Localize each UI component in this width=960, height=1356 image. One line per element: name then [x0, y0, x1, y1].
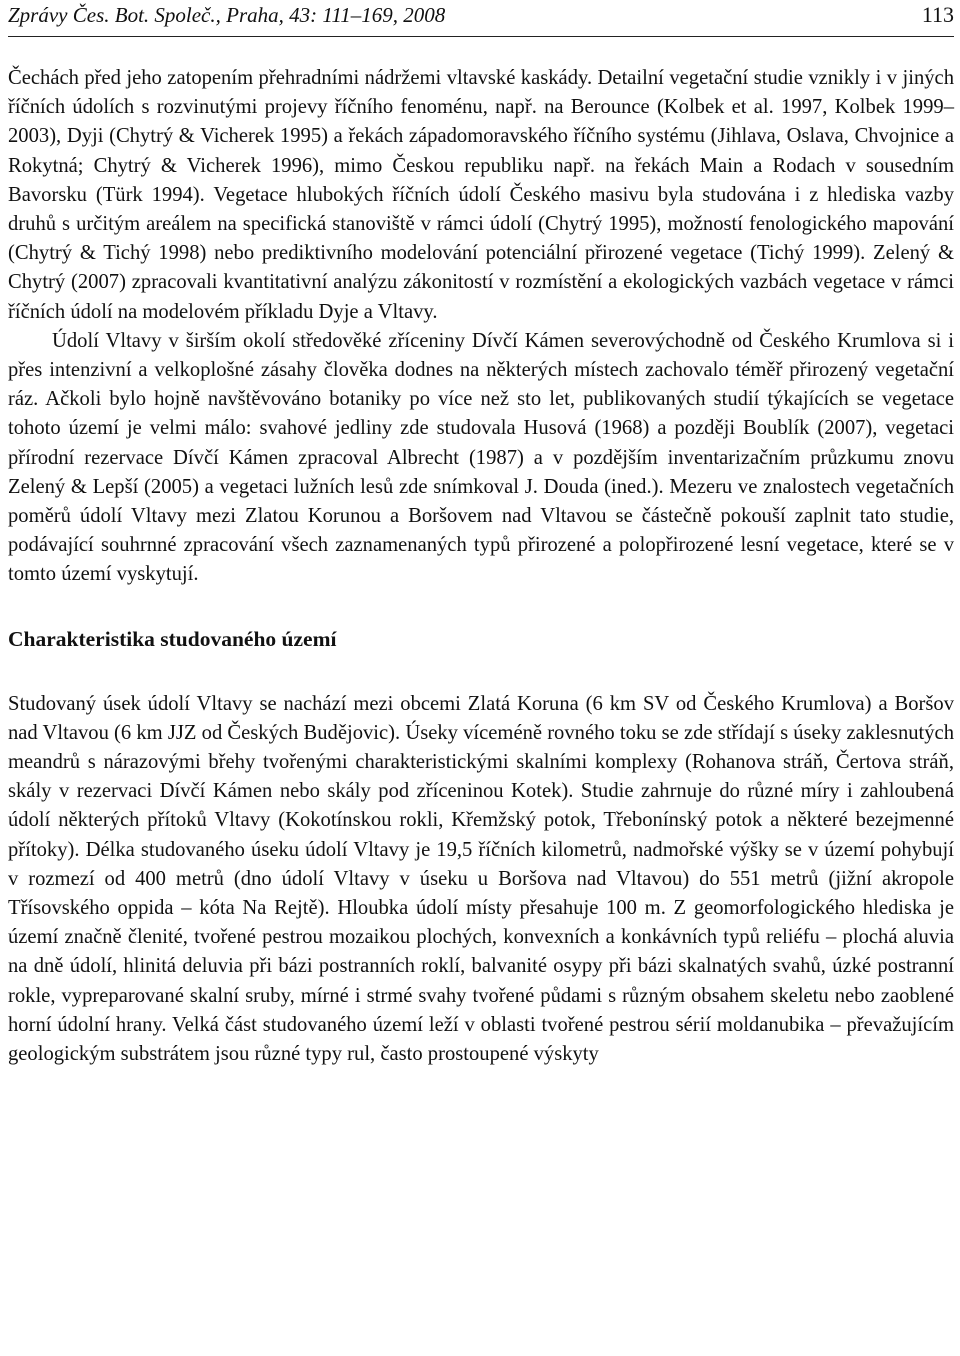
journal-citation: Zprávy Čes. Bot. Společ., Praha, 43: 111–169, 2008	[8, 3, 446, 27]
page-number: 113	[921, 2, 954, 27]
running-header	[8, 2, 954, 36]
paragraph-study-area-intro: Údolí Vltavy v širším okolí středověké zříceniny Dívčí Kámen severovýchodně od Českého Krumlova si i přes intenzivní a velkoplošné zásahy člověka dodnes na některých místech zachovalo téměř přirozený vegetační ráz. Ačkoli bylo hojně navštěvováno botaniky po více než sto let, publikovaných studií týkajících se vegetace tohoto území je velmi málo: svahové jedliny zde studovala Husová (1968) a později Boublík (2007), vegetaci přírodní rezervace Dívčí Kámen zpracoval Albrecht (1987) a v pozdějším inventarizačním průzkumu znovu Zelený & Lepší (2005) a vegetaci lužních lesů zde snímkoval J. Douda (ined.). Mezeru ve znalostech vegetačních poměrů údolí Vltavy mezi Zlatou Korunou a Boršovem nad Vltavou se částečně pokouší zaplnit tato studie, podávající souhrnné zpracování všech zaznamenaných typů přirozené a polopřirozené lesní vegetace, které se v tomto území vyskytují.	[8, 329, 954, 586]
paragraph-continued: Čechách před jeho zatopením přehradními nádržemi vltavské kaskády. Detailní vegetační studie vznikly i v jiných říčních údolích s rozvinutými projevy říčního fenoménu, např. na Berounce (Kolbek et al. 1997, Kolbek 1999–2003), Dyji (Chytrý & Vicherek 1995) a řekách západomoravského říčního systému (Jihlava, Oslava, Chvojnice a Rokytná; Chytrý & Vicherek 1996), mimo Českou republiku např. na řekách Main a Rodach v sousedním Bavorsku (Türk 1994). Vegetace hlubokých říčních údolí Českého masivu byla studována i z hlediska vazby druhů s určitým areálem na specifická stanoviště v rámci údolí (Chytrý 1995), možností fenologického mapování (Chytrý & Tichý 1998) nebo prediktivního modelování potenciální přirozené vegetace (Tichý 1999). Zelený & Chytrý (2007) zpracovali kvantitativní analýzu zákonitostí v rozmístění a ekologických vazbách vegetace v rámci říčních údolí na modelovém příkladu Dyje a Vltavy.	[8, 67, 954, 323]
paragraph-study-area-description: Studovaný úsek údolí Vltavy se nachází mezi obcemi Zlatá Koruna (6 km SV od Českého Krumlova) a Boršov nad Vltavou (6 km JJZ od Českých Budějovic). Úseky víceméně rovného toku se zde střídají s úseky zaklesnutých meandrů s nárazovými břehy tvořenými charakteristickými skalními komplexy (Rohanova stráň, Čertova stráň, skály v rezervaci Dívčí Kámen nebo skály pod zříceninou Kotek). Studie zahrnuje do různé míry i zahloubená údolí některých přítoků Vltavy (Kokotínskou rokli, Křemžský potok, Třebonínský potok a některé bezejmenné přítoky). Délka studovaného úseku údolí Vltavy je 19,5 říčních kilometrů, nadmořské výšky se v území pohybují v rozmezí od 400 metrů (dno údolí Vltavy v úseku u Boršova nad Vltavou) do 551 metrů (jižní akropole Třísovského oppida – kóta Na Rejtě). Hloubka údolí místy přesahuje 100 m. Z geomorfologického hlediska je území značně členité, tvořené pestrou mozaikou plochých, konvexních a konkávních typů reliéfu – plochá aluvia na dně údolí, hlinitá deluvia při bázi postranních roklí, balvanité osypy při bázi skalnatých svahů, úzké postranní rokle, vypreparované skalní sruby, mírné i strmé svahy tvořené půdami s různým obsahem skeletu nebo zaoblené horní údolní hrany. Velká část studovaného území leží v oblasti tvořené pestrou sérií moldanubika – převažujícím geologickým substrátem jsou různé typy rul, často prostoupené výskyty	[8, 692, 954, 1066]
section-heading: Charakteristika studovaného území	[8, 626, 337, 651]
header-rule	[8, 36, 954, 37]
article-body	[8, 64, 954, 1069]
